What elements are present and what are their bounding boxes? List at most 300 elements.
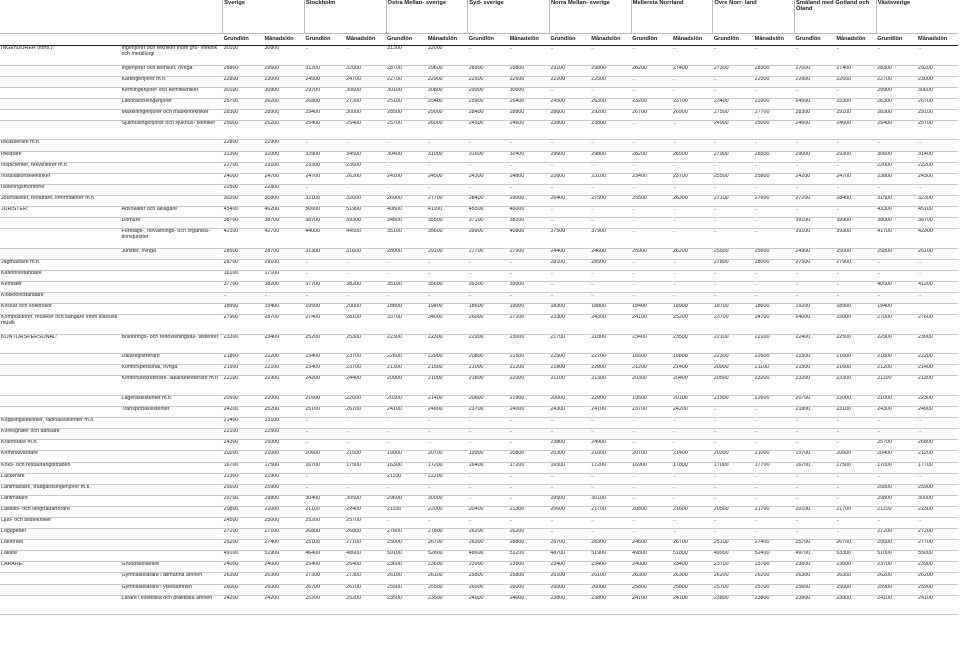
sub-occupation-cell: Kartingenjörer m.fl.	[121, 76, 223, 87]
grundlon-cell: 24100	[876, 595, 917, 615]
manadslon-cell: 23900	[917, 562, 958, 573]
manadslon-header: Månadslön	[590, 34, 631, 46]
manadslon-cell: 27400	[263, 540, 304, 551]
manadslon-cell: 22000	[509, 376, 550, 396]
manadslon-cell: 26300	[590, 98, 631, 109]
occupation-cell: KONTORSPERSONAL:	[0, 334, 121, 354]
grundlon-cell: ..	[631, 218, 672, 229]
grundlon-cell: ..	[386, 184, 427, 195]
grundlon-cell: ..	[386, 162, 427, 173]
manadslon-cell: ..	[672, 120, 713, 140]
grundlon-cell: 25900	[468, 98, 509, 109]
manadslon-cell: 30800	[427, 87, 468, 98]
grundlon-cell: 23300	[223, 334, 264, 354]
grundlon-cell: ..	[713, 429, 754, 440]
manadslon-cell: ..	[672, 440, 713, 451]
grundlon-cell: 48600	[468, 551, 509, 562]
table-row	[0, 87, 958, 98]
grundlon-cell: 24200	[223, 595, 264, 615]
manadslon-cell: 25900	[917, 584, 958, 595]
region-header: Sverige	[223, 0, 305, 34]
manadslon-cell: 26100	[917, 248, 958, 259]
manadslon-cell: 30000	[345, 109, 386, 120]
grundlon-cell: ..	[713, 46, 754, 66]
grundlon-cell: 23200	[795, 376, 836, 396]
manadslon-cell: 25700	[917, 120, 958, 140]
grundlon-cell: 31200	[304, 65, 345, 76]
sub-occupation-cell	[121, 173, 223, 184]
manadslon-cell: 39900	[835, 218, 876, 229]
grundlon-cell: 27000	[876, 315, 917, 335]
manadslon-cell: ..	[345, 418, 386, 429]
grundlon-cell: 23400	[713, 98, 754, 109]
grundlon-cell: 26000	[468, 584, 509, 595]
manadslon-cell: 25000	[835, 315, 876, 335]
grundlon-cell: 25400	[304, 562, 345, 573]
manadslon-cell: ..	[345, 259, 386, 270]
table-row	[0, 451, 958, 462]
grundlon-cell: ..	[631, 495, 672, 506]
manadslon-cell: ..	[835, 473, 876, 484]
grundlon-cell: 37700	[304, 282, 345, 293]
manadslon-cell: 28100	[345, 315, 386, 335]
grundlon-cell: 22700	[223, 162, 264, 173]
grundlon-cell: 25800	[631, 584, 672, 595]
grundlon-cell: 28300	[876, 65, 917, 76]
grundlon-cell: 16500	[549, 462, 590, 473]
grundlon-cell: 30400	[304, 495, 345, 506]
manadslon-cell: ..	[754, 529, 795, 540]
manadslon-cell: 21100	[754, 365, 795, 376]
grundlon-cell: 22000	[876, 162, 917, 173]
grundlon-cell: ..	[876, 259, 917, 270]
grundlon-cell: 23400	[549, 562, 590, 573]
grundlon-cell: 24300	[876, 407, 917, 418]
manadslon-cell: 17200	[427, 462, 468, 473]
grundlon-cell: ..	[795, 162, 836, 173]
grundlon-cell: 26100	[549, 573, 590, 584]
table-row	[0, 573, 958, 584]
manadslon-cell: 26700	[345, 584, 386, 595]
manadslon-cell: 25900	[917, 484, 958, 495]
manadslon-cell: 29000	[509, 195, 550, 206]
grundlon-cell: 28800	[223, 65, 264, 76]
sub-occupation-cell: Kontorspersonal, övriga	[121, 365, 223, 376]
manadslon-cell: 30600	[345, 87, 386, 98]
manadslon-cell: 40800	[509, 229, 550, 249]
manadslon-cell: ..	[835, 293, 876, 304]
manadslon-cell: 21500	[509, 354, 550, 365]
manadslon-cell: 26800	[345, 529, 386, 540]
manadslon-header: Månadslön	[427, 34, 468, 46]
occupation-cell: Läkare	[0, 551, 121, 562]
manadslon-cell: 20800	[509, 451, 550, 462]
table-row	[0, 207, 958, 218]
manadslon-cell: 27500	[590, 195, 631, 206]
grundlon-cell: ..	[549, 529, 590, 540]
occupation-cell: Logopeder	[0, 529, 121, 540]
manadslon-cell: 17700	[917, 462, 958, 473]
grundlon-cell: ..	[795, 46, 836, 66]
grundlon-cell: ..	[795, 184, 836, 195]
grundlon-cell: ..	[304, 46, 345, 66]
manadslon-cell: 39300	[345, 218, 386, 229]
grundlon-cell: 21100	[876, 506, 917, 517]
manadslon-cell: 22300	[917, 395, 958, 406]
manadslon-cell: ..	[509, 270, 550, 281]
grundlon-cell: 27900	[713, 151, 754, 162]
grundlon-cell: ..	[713, 207, 754, 218]
grundlon-cell: 20700	[795, 395, 836, 406]
manadslon-cell: 24200	[672, 407, 713, 418]
grundlon-cell: 24000	[223, 562, 264, 573]
manadslon-cell: ..	[672, 495, 713, 506]
grundlon-cell: 22800	[386, 354, 427, 365]
manadslon-cell: 22500	[835, 334, 876, 354]
grundlon-cell: ..	[795, 140, 836, 151]
table-row	[0, 562, 958, 573]
table-row	[0, 109, 958, 120]
manadslon-cell: 26700	[427, 540, 468, 551]
manadslon-cell: 23700	[672, 98, 713, 109]
grundlon-cell: ..	[713, 529, 754, 540]
grundlon-cell: ..	[713, 282, 754, 293]
manadslon-cell: 22000	[263, 506, 304, 517]
manadslon-cell: 35500	[427, 218, 468, 229]
grundlon-cell: 23800	[713, 595, 754, 615]
grundlon-cell: 46400	[304, 551, 345, 562]
grundlon-cell: 21300	[386, 365, 427, 376]
grundlon-cell: ..	[631, 418, 672, 429]
sub-occupation-cell	[121, 304, 223, 315]
grundlon-cell: 29100	[549, 65, 590, 76]
grundlon-cell: 25600	[223, 484, 264, 495]
occupation-cell: Inkasserare m.fl.	[0, 140, 121, 151]
sub-occupation-cell	[121, 315, 223, 335]
manadslon-cell: ..	[835, 440, 876, 451]
manadslon-cell: ..	[509, 46, 550, 66]
grundlon-cell: 24700	[304, 173, 345, 184]
grundlon-cell: 26700	[304, 584, 345, 595]
grundlon-cell: 28700	[223, 259, 264, 270]
grundlon-cell: 41700	[876, 229, 917, 249]
occupation-cell: Kopplingstekniker, radioassistenter m.fl.	[0, 418, 121, 429]
grundlon-cell: 21100	[549, 376, 590, 396]
table-row	[0, 584, 958, 595]
grundlon-cell: 49900	[713, 551, 754, 562]
occupation-cell	[0, 407, 121, 418]
manadslon-cell: 22100	[754, 334, 795, 354]
manadslon-cell: ..	[917, 518, 958, 529]
manadslon-cell: 22600	[345, 395, 386, 406]
grundlon-cell: ..	[386, 259, 427, 270]
manadslon-cell: ..	[754, 162, 795, 173]
occupation-cell: Lokförare	[0, 540, 121, 551]
manadslon-cell: 25200	[672, 315, 713, 335]
manadslon-cell: 38700	[917, 218, 958, 229]
region-header-row	[0, 0, 958, 34]
manadslon-cell: ..	[345, 184, 386, 195]
table-row	[0, 462, 958, 473]
manadslon-cell: 26200	[263, 98, 304, 109]
grundlon-cell: 25000	[386, 540, 427, 551]
manadslon-cell: 23100	[263, 162, 304, 173]
grundlon-cell: 24200	[304, 376, 345, 396]
manadslon-cell: 21000	[590, 451, 631, 462]
manadslon-cell: 51200	[509, 551, 550, 562]
occupation-cell: Journalister, författare, informatörer m.fl.	[0, 195, 121, 206]
manadslon-cell: 23600	[427, 562, 468, 573]
manadslon-cell: ..	[672, 529, 713, 540]
grundlon-cell: 27100	[713, 195, 754, 206]
manadslon-cell: 28400	[835, 195, 876, 206]
manadslon-cell: 23400	[263, 334, 304, 354]
grundlon-cell: ..	[468, 162, 509, 173]
grundlon-cell: 51000	[876, 551, 917, 562]
manadslon-cell: ..	[672, 229, 713, 249]
manadslon-cell: 23000	[917, 334, 958, 354]
manadslon-cell: 39300	[835, 229, 876, 249]
manadslon-cell: ..	[509, 418, 550, 429]
manadslon-cell: 30000	[917, 495, 958, 506]
manadslon-cell: 21200	[509, 365, 550, 376]
grundlon-cell: 28600	[549, 109, 590, 120]
grundlon-cell: ..	[468, 495, 509, 506]
grundlon-cell: ..	[468, 473, 509, 484]
manadslon-cell: ..	[672, 429, 713, 440]
manadslon-cell: 22300	[263, 376, 304, 396]
grundlon-cell: 23800	[549, 120, 590, 140]
grundlon-cell: 20800	[468, 354, 509, 365]
manadslon-cell: ..	[672, 162, 713, 173]
grundlon-cell: 20400	[468, 506, 509, 517]
manadslon-cell: ..	[917, 259, 958, 270]
manadslon-cell: ..	[672, 87, 713, 98]
grundlon-cell: 24000	[223, 173, 264, 184]
grundlon-cell: 20700	[631, 451, 672, 462]
grundlon-cell: ..	[631, 440, 672, 451]
grundlon-cell: 22200	[549, 76, 590, 87]
occupation-cell	[0, 109, 121, 120]
manadslon-cell: ..	[754, 429, 795, 440]
grundlon-cell: 21800	[468, 376, 509, 396]
grundlon-cell: ..	[549, 184, 590, 195]
sub-occupation-cell: Kemiingenjörer och kemitekniker	[121, 87, 223, 98]
grundlon-cell: 30100	[223, 87, 264, 98]
manadslon-cell: 21300	[509, 506, 550, 517]
grundlon-cell: 18900	[223, 304, 264, 315]
manadslon-cell: 24400	[345, 376, 386, 396]
table-body	[0, 46, 958, 615]
manadslon-cell: 24700	[590, 407, 631, 418]
grundlon-cell: 28300	[795, 109, 836, 120]
manadslon-cell: ..	[509, 293, 550, 304]
manadslon-cell: 21600	[835, 365, 876, 376]
grundlon-cell: 25700	[223, 98, 264, 109]
manadslon-cell: 26000	[509, 584, 550, 595]
manadslon-cell: 32300	[917, 195, 958, 206]
table-row	[0, 551, 958, 562]
manadslon-cell: 28800	[509, 109, 550, 120]
grundlon-cell: 20000	[549, 395, 590, 406]
manadslon-cell: 29000	[427, 109, 468, 120]
manadslon-cell: 27100	[345, 540, 386, 551]
grundlon-cell: 39900	[468, 229, 509, 249]
manadslon-cell: 26100	[590, 573, 631, 584]
grundlon-cell: ..	[386, 140, 427, 151]
manadslon-cell: 24000	[263, 562, 304, 573]
manadslon-cell: 23600	[835, 562, 876, 573]
manadslon-cell: ..	[590, 484, 631, 495]
sub-occupation-cell	[121, 484, 223, 495]
grundlon-cell: ..	[304, 484, 345, 495]
manadslon-cell: 20100	[672, 395, 713, 406]
manadslon-cell: ..	[835, 495, 876, 506]
manadslon-cell: 17500	[345, 462, 386, 473]
manadslon-cell: ..	[427, 259, 468, 270]
grundlon-cell: ..	[876, 518, 917, 529]
manadslon-header: Månadslön	[263, 34, 304, 46]
grundlon-cell: ..	[468, 184, 509, 195]
grundlon-cell: 23700	[713, 315, 754, 335]
occupation-cell	[0, 248, 121, 259]
manadslon-cell: 23900	[835, 595, 876, 615]
manadslon-cell: 25400	[345, 120, 386, 140]
grundlon-cell: 22300	[386, 334, 427, 354]
grundlon-cell: 23700	[876, 562, 917, 573]
grundlon-cell: 35100	[386, 282, 427, 293]
grundlon-cell: ..	[876, 473, 917, 484]
grundlon-cell: 25800	[876, 248, 917, 259]
grundlon-cell: ..	[876, 429, 917, 440]
manadslon-cell: 52400	[754, 551, 795, 562]
grundlon-cell: 25700	[713, 584, 754, 595]
grundlon-cell: 50100	[386, 551, 427, 562]
grundlon-cell: 24900	[713, 120, 754, 140]
manadslon-cell: ..	[672, 418, 713, 429]
grundlon-cell: 49100	[223, 551, 264, 562]
manadslon-cell: 23700	[754, 562, 795, 573]
manadslon-cell: 21400	[672, 365, 713, 376]
grundlon-cell: 21700	[549, 334, 590, 354]
manadslon-cell: ..	[754, 218, 795, 229]
manadslon-cell: 25700	[754, 584, 795, 595]
grundlon-cell: 24500	[549, 98, 590, 109]
manadslon-cell: ..	[754, 207, 795, 218]
table-row	[0, 120, 958, 140]
manadslon-cell: ..	[672, 484, 713, 495]
occupation-cell: Installationselektriker	[0, 173, 121, 184]
grundlon-cell: 21100	[304, 506, 345, 517]
occupation-cell	[0, 120, 121, 140]
manadslon-cell: ..	[672, 218, 713, 229]
manadslon-cell: 30500	[345, 495, 386, 506]
grundlon-cell: ..	[386, 270, 427, 281]
grundlon-cell: 22500	[549, 354, 590, 365]
manadslon-cell	[917, 304, 958, 315]
grundlon-cell: ..	[713, 218, 754, 229]
manadslon-cell: ..	[427, 484, 468, 495]
grundlon-cell: 23800	[876, 173, 917, 184]
table-row	[0, 304, 958, 315]
manadslon-cell: 30100	[590, 495, 631, 506]
grundlon-cell: 29000	[795, 151, 836, 162]
table-row	[0, 270, 958, 281]
grundlon-cell: 26800	[304, 529, 345, 540]
manadslon-cell: ..	[590, 418, 631, 429]
manadslon-cell: 23700	[345, 365, 386, 376]
occupation-cell: Lastbils- och långtradarförare	[0, 506, 121, 517]
manadslon-cell: 23400	[672, 562, 713, 573]
manadslon-cell: 21500	[345, 451, 386, 462]
grundlon-cell: ..	[795, 87, 836, 98]
grundlon-cell: 39300	[468, 282, 509, 293]
manadslon-cell: ..	[835, 518, 876, 529]
sub-occupation-cell	[121, 451, 223, 462]
grundlon-cell: 22100	[223, 376, 264, 396]
manadslon-cell: 22000	[590, 395, 631, 406]
grundlon-cell: 29700	[304, 87, 345, 98]
manadslon-cell: 29800	[590, 65, 631, 76]
manadslon-cell: 28900	[263, 109, 304, 120]
grundlon-cell: 18400	[631, 304, 672, 315]
grundlon-cell: 19200	[795, 304, 836, 315]
grundlon-cell: ..	[304, 140, 345, 151]
grundlon-cell: 24000	[468, 595, 509, 615]
region-header: Stockholm	[304, 0, 386, 34]
grundlon-cell: 27200	[795, 195, 836, 206]
grundlon-cell: ..	[304, 293, 345, 304]
manadslon-cell: 28300	[590, 540, 631, 551]
grundlon-cell: ..	[876, 270, 917, 281]
manadslon-cell: ..	[672, 46, 713, 66]
grundlon-cell: 22900	[468, 334, 509, 354]
grundlon-cell: ..	[549, 46, 590, 66]
region-header: Norra Mellan- sverige	[549, 0, 631, 34]
grundlon-cell: 28400	[468, 195, 509, 206]
manadslon-cell: 45100	[917, 207, 958, 218]
grundlon-cell: 24400	[549, 248, 590, 259]
manadslon-cell: 25600	[754, 248, 795, 259]
grundlon-cell: 16700	[795, 462, 836, 473]
grundlon-cell: ..	[795, 207, 836, 218]
grundlon-cell: 26200	[876, 573, 917, 584]
grundlon-cell: 27000	[795, 65, 836, 76]
occupation-cell	[0, 218, 121, 229]
manadslon-cell: 32000	[345, 65, 386, 76]
grundlon-cell: 23800	[549, 440, 590, 451]
grundlon-cell: 16700	[223, 462, 264, 473]
grundlon-cell: 24100	[631, 595, 672, 615]
occupation-cell	[0, 584, 121, 595]
region-header: Västsverige	[876, 0, 958, 34]
table-row	[0, 334, 958, 354]
table-row	[0, 484, 958, 495]
manadslon-cell: ..	[427, 293, 468, 304]
grundlon-cell: 19400	[876, 304, 917, 315]
grundlon-cell: ..	[795, 473, 836, 484]
manadslon-cell: ..	[345, 440, 386, 451]
grundlon-cell: 28500	[386, 109, 427, 120]
sub-occupation-cell	[121, 429, 223, 440]
sub-occupation-cell: Domare	[121, 218, 223, 229]
grundlon-cell: ..	[468, 293, 509, 304]
manadslon-cell: 26400	[509, 98, 550, 109]
manadslon-cell: 18900	[835, 304, 876, 315]
grundlon-cell: 31300	[223, 151, 264, 162]
grundlon-cell: ..	[468, 270, 509, 281]
grundlon-cell: 21000	[468, 365, 509, 376]
